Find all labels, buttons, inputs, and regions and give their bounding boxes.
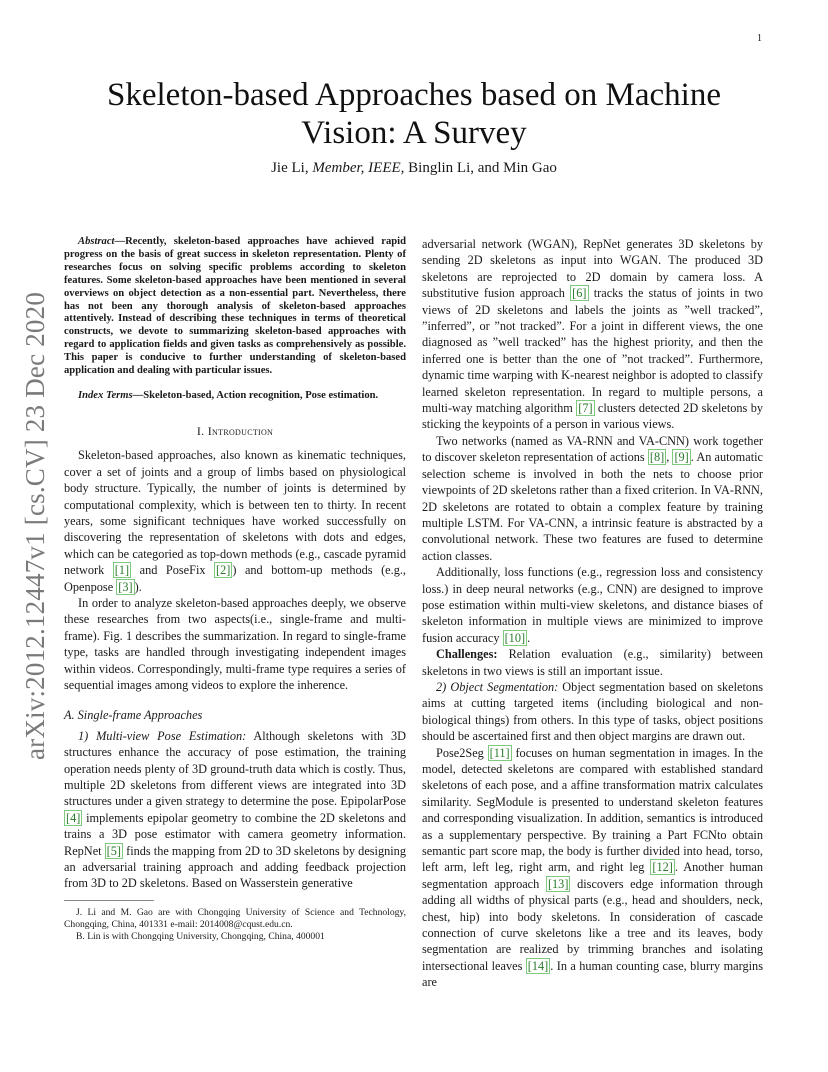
citation-link[interactable]: [7] (578, 401, 593, 416)
citation-link[interactable]: [12] (652, 860, 673, 875)
subsection-heading-single-frame: A. Single-frame Approaches (64, 708, 203, 723)
pose2seg-paragraph: Pose2Seg [11] focuses on human segmentation in images. In the model, detected skeletons are compared with established standard skeletons of each pose, and a affine transformation matrix calculates similarity. SegModule is presented to understand skeleton features and corresponding visualization. In addition, semantics is introduced as a supplementary perspective. By training a Part FCNto obtain semantic part score map, the body is further divided into head, torso, left arm, left leg, right arm, and right leg [12] . Another human segmentation approach [13] discovers edge information through adding all widths of physical parts (e.g., head and shoulders, neck, chest, hip) into body skeletons. In consideration of cascade connection of curve skeletons like a tree and its leaves, body segmentation are realized by trimming branches and isolating intersectional leaves [14] . In a human counting case, blurry margins are (422, 745, 764, 990)
paragraph-heading: 2) Object Segmentation: (436, 679, 559, 694)
citation-link[interactable]: [4] (66, 810, 81, 825)
footnote-affiliation-1: J. Li and M. Gao are with Chongqing University of Science and Technology, Chongqing, China, 401331 e-mail: 2014008@cqust.edu.cn. (64, 906, 406, 930)
title-line-2: Vision: A Survey (301, 115, 527, 151)
section-heading-introduction: I. Introduction (196, 423, 274, 438)
index-terms-label: Index Terms (78, 389, 133, 401)
object-segmentation-paragraph: 2) Object Segmentation: Object segmentation based on skeletons aims at cutting targeted items (including biological and non-biological things) from others. In this type of tasks, object positions should be ascertained first and then object margins are drawn out. (422, 679, 764, 744)
arxiv-identifier: arXiv:2012.12447v1 [cs.CV] 23 Dec 2020 (20, 291, 50, 760)
citation-link[interactable]: [11] (489, 745, 510, 760)
title-line-1: Skeleton-based Approaches based on Machine (107, 77, 721, 113)
other-authors: Binglin Li, and Min Gao (404, 160, 557, 176)
author-1: Jie Li, (271, 160, 313, 176)
paragraph-heading: 1) Multi-view Pose Estimation: (78, 728, 247, 743)
paper-title (0, 76, 828, 152)
wgan-paragraph: adversarial network (WGAN), RepNet generates 3D skeletons by sending 2D skeletons as input into WGAN. The produced 3D skeletons are reprojected to 2D domain by camera loss. A substitutive fusion approach [6] tracks the status of joints in two views of 2D skeletons and labels the joints as ”well tracked”, ”inferred”, or ”not tracked”. For a joint in different views, the one diagnosed as ”well tracked” has the highest priority, and then the inferred one is better than the one of ”not tracked”. Furthermore, dynamic time warping with K-nearest neighbor is adopted to classify learned skeleton representation. In regard to multiple persons, a multi-way matching algorithm [7] clusters detected 2D skeletons by sticking the keypoints of a person in various views. (422, 237, 764, 432)
challenges-label: Challenges: (436, 647, 498, 662)
va-networks-paragraph: Two networks (named as VA-RNN and VA-CNN) work together to discover skeleton representation of actions [8] , [9] . An automatic selection scheme is involved in both the nets to choose prior viewpoints of 2D skeletons rather than a fixed criterion. In VA-RNN, 2D skeletons are rotated to obtain a complex feature by training multiple LSTM. For VA-CNN, a intrinsic feature is abstracted by a convolutional network. These two features are fused to determine action classes. (422, 433, 763, 563)
citation-link[interactable]: [9] (674, 450, 689, 465)
right-column (422, 236, 763, 991)
citation-link[interactable]: [3] (118, 579, 133, 594)
citation-link[interactable]: [5] (106, 843, 121, 858)
abstract-text: —Recently, skeleton-based approaches have achieved rapid progress on the basis of great success in skeleton representation. Plenty of researches focus on solving specific problems according to skeleton features. Some skeleton-based approaches have been mentioned in several overviews on object detection as a non-essential part. Nevertheless, there has not been any thorough analysis of skeleton-based approaches attentively. Instead of describing these techniques in terms of theoretical constructs, we devote to summarizing skeleton-based approaches with regard to application fields and given tasks as comprehensively as possible. This paper is conducive to further understanding of skeleton-based application and dealing with particular issues. (64, 236, 406, 377)
intro-paragraph-2: In order to analyze skeleton-based approaches deeply, we observe these researches from two aspects(i.e., single-frame and multi-frame). Fig. 1 describes the summarization. In regard to single-frame type, tasks are handled through investigating independent images within videos. Correspondingly, multi-frame type requires a series of sequential images among videos to explore the inherence. (64, 595, 406, 692)
index-terms (64, 390, 406, 403)
citation-link[interactable]: [13] (547, 876, 569, 891)
challenges-paragraph: Challenges: Relation evaluation (e.g., similarity) between skeletons in two views is still an important issue. (422, 647, 763, 678)
index-terms-text: —Skeleton-based, Action recognition, Pose estimation. (132, 389, 379, 401)
citation-link[interactable]: [1] (114, 563, 130, 578)
left-column (64, 236, 406, 943)
footnote-divider (64, 900, 154, 901)
page-number: 1 (757, 33, 762, 44)
intro-paragraph-1: Skeleton-based approaches, also known as kinematic techniques, cover a set of joints and a group of limbs based on physiological body structure. Typically, the number of joints is determined by computational complexity, which is between ten to thirty. In recent years, some significant techniques have worked successfully on discovering the representation of skeletons with dots and edges, which can be categoried as top-down methods (e.g., cascade pyramid network [1] and PoseFix [2] ) and bottom-up methods (e.g., Openpose [3] ). (64, 448, 406, 594)
citation-link[interactable]: [14] (527, 958, 549, 973)
abstract (64, 236, 406, 378)
abstract-label: Abstract (78, 236, 115, 247)
author-list (0, 160, 828, 177)
multiview-pose-paragraph: 1) Multi-view Pose Estimation: Although skeletons with 3D structures enhance the accuracy of pose estimation, the training operation needs plenty of 3D ground-truth data which is costly. Thus, multiple 2D skeletons from different views are integrated into 3D structures under a given strategy to determine the pose. EpipolarPose [4] implements epipolar geometry to combine the 2D skeletons and trains a 3D pose estimator with camera geometry information. RepNet [5] finds the mapping from 2D to 3D skeletons by designing an adversarial training approach and adding feedback projection from 3D to 2D skeletons. Based on Wasserstein generative (64, 728, 407, 891)
footnote-affiliation-2: B. Lin is with Chongqing University, Chongqing, China, 400001 (76, 930, 325, 942)
loss-functions-paragraph: Additionally, loss functions (e.g., regression loss and consistency loss.) in deep neural networks (e.g., CNN) are designed to improve pose estimation within multi-view skeletons, and distance biases of skeleton information in multiple views are minimized to improve fusion accuracy [10] . (422, 565, 763, 645)
citation-link[interactable]: [6] (572, 286, 587, 301)
citation-link[interactable]: [10] (504, 630, 526, 645)
citation-link[interactable]: [8] (649, 450, 665, 465)
author-1-role: Member, IEEE, (312, 160, 405, 176)
citation-link[interactable]: [2] (216, 563, 231, 578)
